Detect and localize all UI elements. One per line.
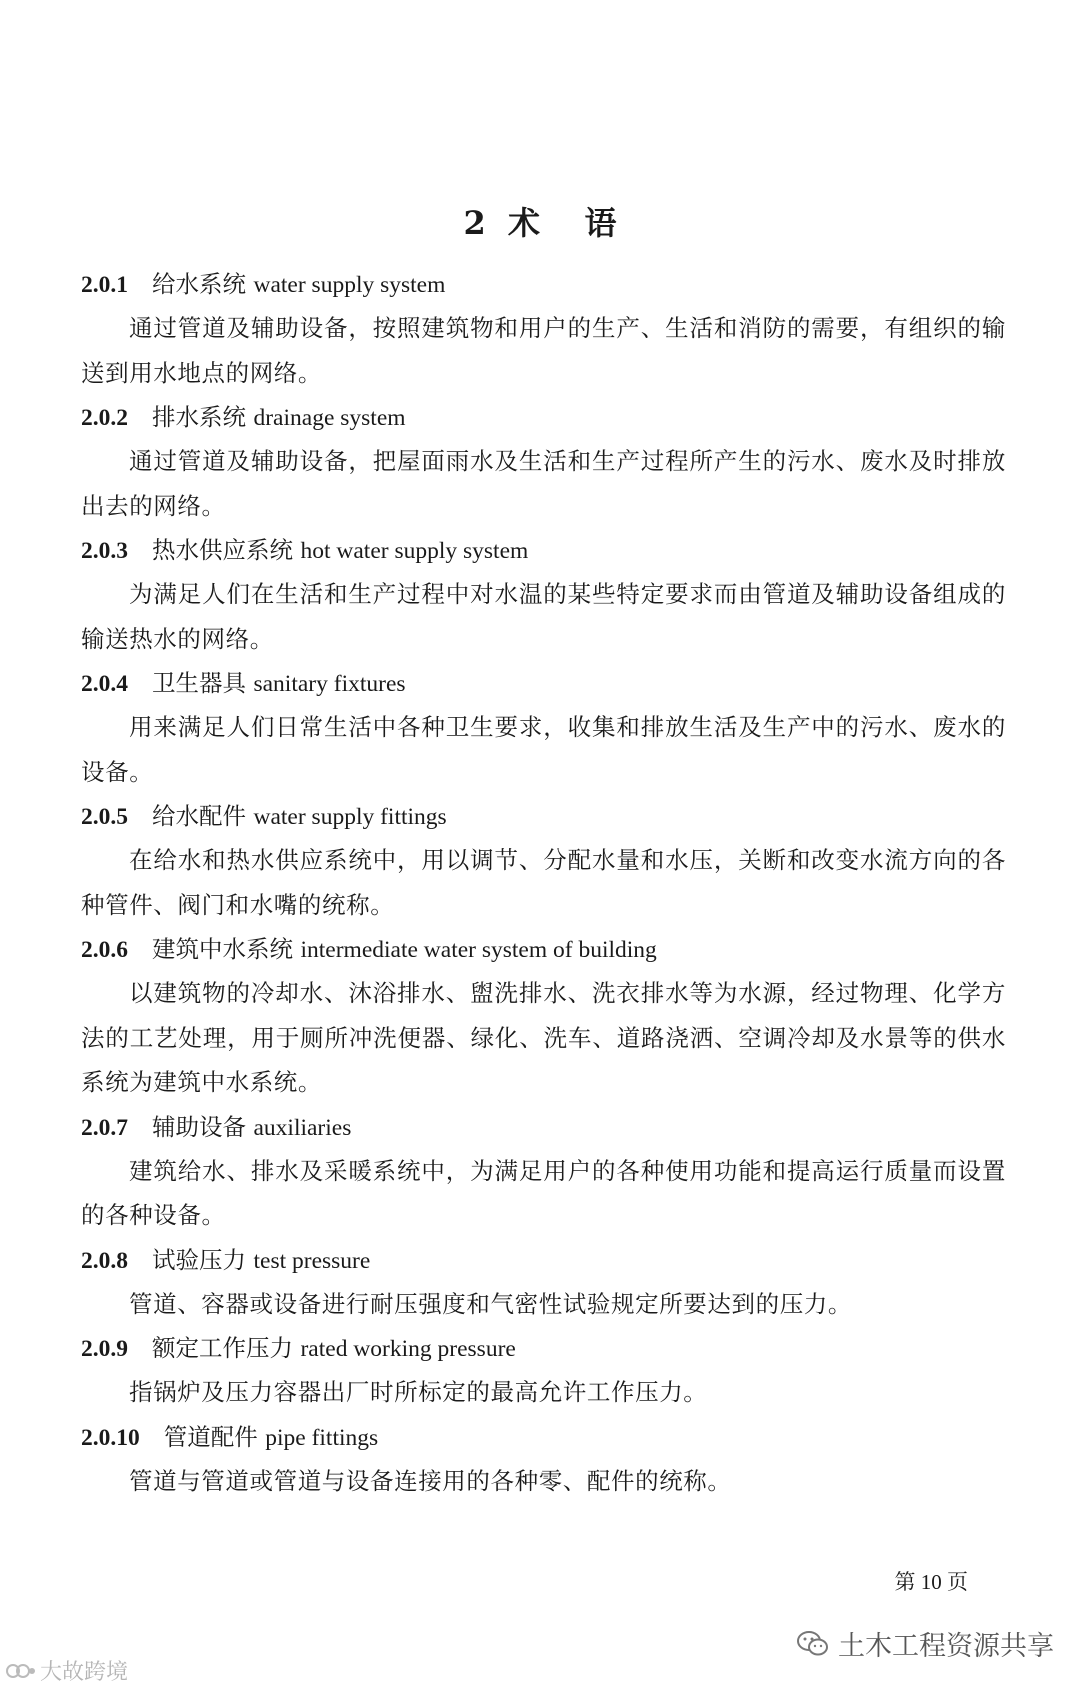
term-definition: 管道与管道或管道与设备连接用的各种零、配件的统称。 — [129, 1466, 732, 1495]
term-entry — [81, 262, 1006, 395]
term-definition: 为满足人们在生活和生产过程中对水温的某些特定要求而由管道及辅助设备组成的输送热水的网络。 — [81, 580, 1006, 653]
term-name: 卫生器具 — [152, 669, 246, 697]
term-name: 建筑中水系统 — [152, 935, 293, 963]
term-definition: 通过管道及辅助设备，按照建筑物和用户的生产、生活和消防的需要，有组织的输送到用水地点的网络。 — [81, 314, 1006, 387]
term-english: water supply system — [253, 272, 446, 298]
term-definition: 以建筑物的冷却水、沐浴排水、盥洗排水、洗衣排水等为水源，经过物理、化学方法的工艺处理，用于厕所冲洗便器、绿化、洗车、道路浇洒、空调冷却及水景等的供水系统为建筑中水系统。 — [81, 979, 1006, 1096]
logo-icon — [6, 1662, 36, 1680]
term-english: hot water supply system — [300, 538, 529, 564]
term-name: 辅助设备 — [152, 1112, 246, 1141]
term-number: 2.0.6 — [81, 937, 128, 963]
term-english: rated working pressure — [300, 1336, 516, 1362]
term-english: intermediate water system of building — [300, 937, 657, 963]
term-definition: 指锅炉及压力容器出厂时所标定的最高允许工作压力。 — [129, 1378, 708, 1406]
term-name: 给水配件 — [152, 802, 246, 830]
term-number: 2.0.1 — [81, 272, 128, 298]
term-number: 2.0.3 — [81, 538, 128, 564]
term-definition: 在给水和热水供应系统中，用以调节、分配水量和水压，关断和改变水流方向的各种管件、阀门和水嘴的统称。 — [81, 846, 1006, 919]
term-entry — [81, 528, 1006, 661]
term-english: drainage system — [253, 405, 406, 431]
terms-list — [81, 262, 1006, 1503]
term-heading — [81, 794, 1006, 838]
term-heading — [81, 927, 1006, 971]
term-heading — [81, 1415, 1006, 1459]
term-name: 热水供应系统 — [152, 536, 293, 564]
term-english: pipe fittings — [265, 1424, 379, 1451]
term-heading — [81, 262, 1006, 306]
term-definition: 建筑给水、排水及采暖系统中，为满足用户的各种使用功能和提高运行质量而设置的各种设备。 — [81, 1156, 1006, 1229]
term-english: sanitary fixtures — [253, 671, 406, 697]
term-name: 给水系统 — [152, 270, 246, 298]
term-entry — [81, 794, 1006, 927]
term-entry — [81, 395, 1006, 528]
term-english: test pressure — [253, 1247, 371, 1274]
term-entry — [81, 1238, 1006, 1327]
term-name: 管道配件 — [163, 1422, 258, 1451]
term-number: 2.0.9 — [81, 1336, 128, 1362]
term-heading — [81, 1105, 1006, 1149]
term-heading — [81, 395, 1006, 439]
term-definition: 管道、容器或设备进行耐压强度和气密性试验规定所要达到的压力。 — [129, 1289, 852, 1318]
term-heading — [81, 1238, 1006, 1282]
term-name: 额定工作压力 — [152, 1334, 293, 1362]
term-entry — [81, 1415, 1006, 1504]
term-number: 2.0.4 — [81, 671, 128, 697]
page-number: 第 10 页 — [894, 1570, 968, 1594]
term-name: 试验压力 — [152, 1245, 246, 1274]
term-heading — [81, 661, 1006, 705]
watermark-account-name: 土木工程资源共享 — [838, 1631, 1054, 1662]
chapter-title: 2 术 语 — [463, 204, 617, 242]
term-number: 2.0.10 — [81, 1424, 140, 1451]
term-entry — [81, 661, 1006, 794]
term-definition: 通过管道及辅助设备，把屋面雨水及生活和生产过程所产生的污水、废水及时排放出去的网络。 — [81, 447, 1006, 520]
wechat-icon — [796, 1629, 830, 1659]
term-definition: 用来满足人们日常生活中各种卫生要求，收集和排放生活及生产中的污水、废水的设备。 — [81, 713, 1006, 786]
watermark-wechat — [796, 1624, 1054, 1663]
term-english: water supply fittings — [253, 804, 447, 830]
term-name: 排水系统 — [152, 403, 246, 431]
term-entry — [81, 1105, 1006, 1238]
term-heading — [81, 528, 1006, 572]
term-entry — [81, 927, 1006, 1105]
term-number: 2.0.5 — [81, 804, 128, 830]
term-number: 2.0.8 — [81, 1247, 128, 1274]
watermark-corner — [6, 1655, 128, 1686]
term-number: 2.0.2 — [81, 405, 128, 431]
watermark-brand: 大故跨境 — [40, 1660, 129, 1685]
term-number: 2.0.7 — [81, 1114, 128, 1141]
term-heading — [81, 1326, 1006, 1370]
term-entry — [81, 1326, 1006, 1415]
term-english: auxiliaries — [253, 1114, 352, 1141]
